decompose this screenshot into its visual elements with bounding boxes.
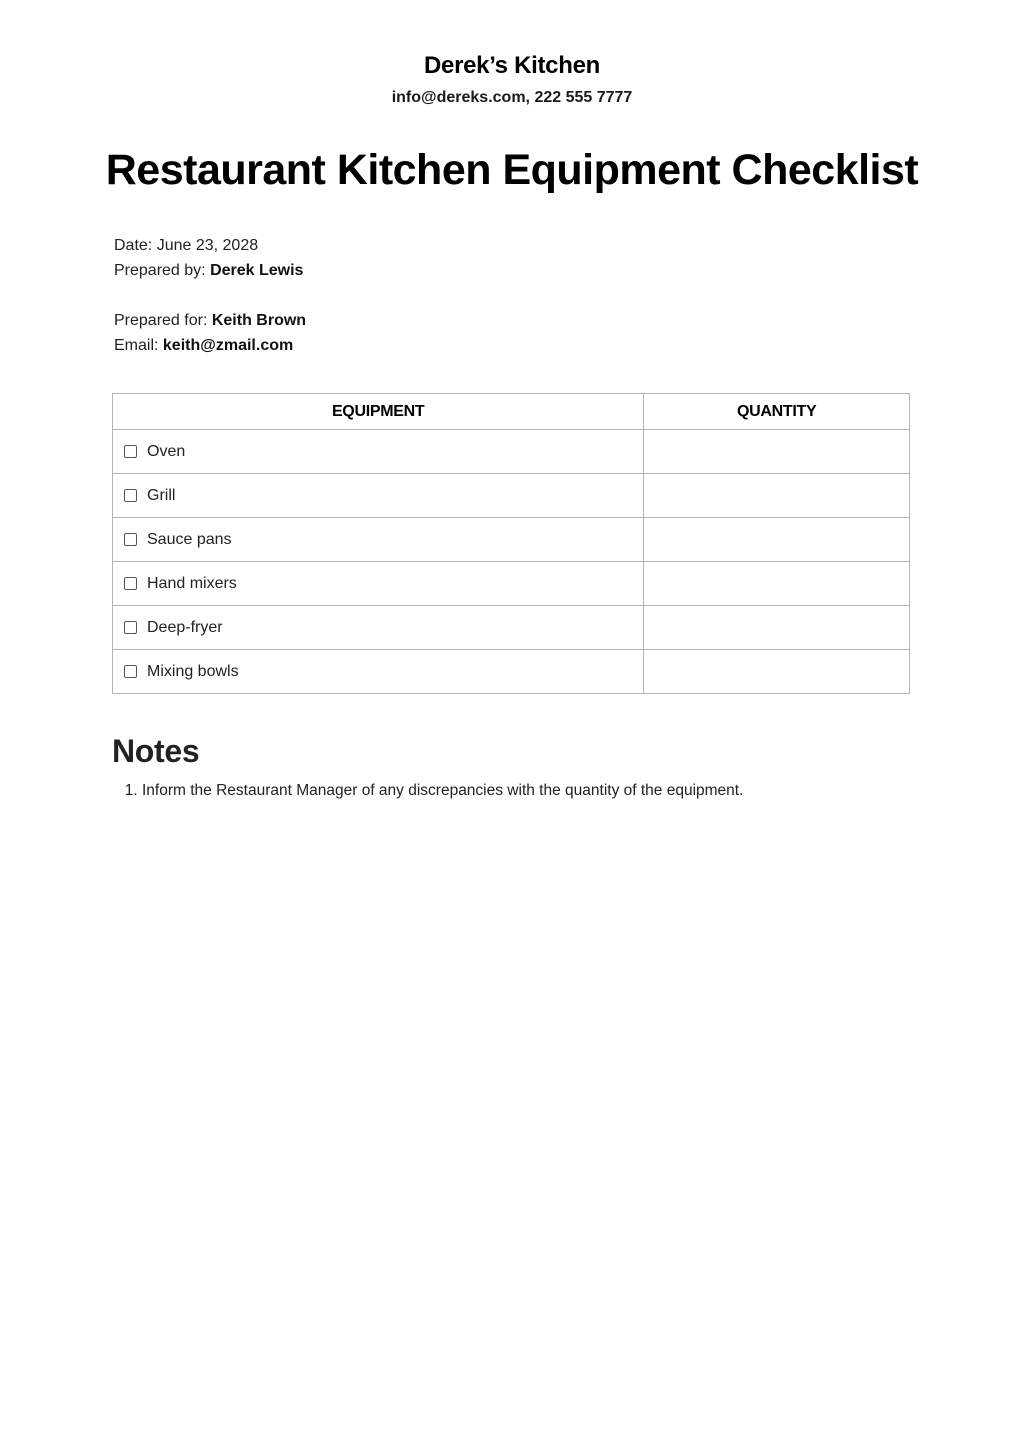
quantity-cell[interactable]	[644, 606, 910, 650]
table-header-row	[113, 394, 910, 430]
prepared-for-line	[114, 308, 306, 333]
table-row	[113, 518, 910, 562]
meta-block-recipient	[114, 308, 306, 358]
table-row	[113, 562, 910, 606]
header-quantity: QUANTITY	[644, 394, 910, 430]
company-contact: info@dereks.com, 222 555 7777	[391, 89, 633, 106]
company-name: Derek’s Kitchen	[423, 52, 601, 79]
date-value: June 23, 2028	[156, 237, 259, 254]
item-label: Mixing bowls	[147, 662, 239, 680]
quantity-cell[interactable]	[644, 474, 910, 518]
quantity-cell[interactable]	[644, 562, 910, 606]
notes-list	[112, 780, 922, 802]
prepared-for-value: Keith Brown	[211, 312, 307, 329]
notes-heading: Notes	[112, 733, 200, 769]
note-item: 1. Inform the Restaurant Manager of any discrepancies with the quantity of the equipment.	[142, 780, 922, 802]
table-row	[113, 430, 910, 474]
item-checkbox[interactable]	[124, 621, 137, 634]
email-line	[114, 333, 306, 358]
equipment-cell	[113, 518, 644, 562]
prepared-for-label: Prepared for:	[114, 312, 208, 329]
item-label: Deep-fryer	[147, 618, 223, 636]
quantity-cell[interactable]	[644, 650, 910, 694]
item-checkbox[interactable]	[124, 489, 137, 502]
document-title: Restaurant Kitchen Equipment Checklist	[105, 146, 919, 194]
equipment-cell	[113, 562, 644, 606]
item-checkbox[interactable]	[124, 533, 137, 546]
item-checkbox[interactable]	[124, 577, 137, 590]
prepared-by-value: Derek Lewis	[210, 262, 304, 279]
quantity-cell[interactable]	[644, 430, 910, 474]
header-equipment: EQUIPMENT	[113, 394, 644, 430]
meta-block-preparer	[114, 233, 303, 283]
equipment-cell	[113, 650, 644, 694]
item-label: Grill	[147, 486, 176, 504]
item-checkbox[interactable]	[124, 665, 137, 678]
equipment-table	[112, 393, 910, 694]
date-label: Date:	[114, 237, 153, 254]
table-row	[113, 474, 910, 518]
item-checkbox[interactable]	[124, 445, 137, 458]
quantity-cell[interactable]	[644, 518, 910, 562]
equipment-cell	[113, 474, 644, 518]
email-value: keith@zmail.com	[162, 337, 294, 354]
item-label: Sauce pans	[147, 530, 232, 548]
date-line	[114, 233, 303, 258]
equipment-cell	[113, 430, 644, 474]
prepared-by-label: Prepared by:	[114, 262, 206, 279]
equipment-cell	[113, 606, 644, 650]
table-row	[113, 650, 910, 694]
item-label: Oven	[147, 442, 186, 460]
item-label: Hand mixers	[147, 574, 237, 592]
email-label: Email:	[114, 337, 159, 354]
table-row	[113, 606, 910, 650]
prepared-by-line	[114, 258, 303, 283]
